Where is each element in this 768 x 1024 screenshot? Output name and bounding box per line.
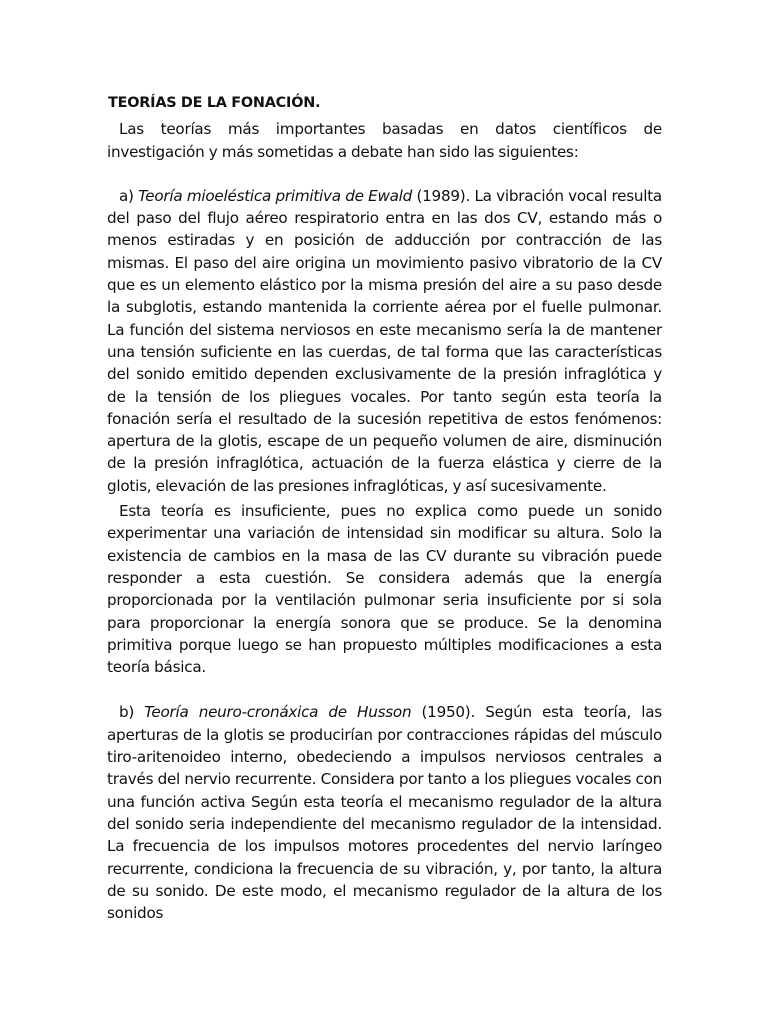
- section-a-theory-name: Teoría mioeléstica primitiva de Ewald: [138, 186, 413, 205]
- document-page: [107, 92, 662, 924]
- section-b-year: (1950).: [421, 703, 476, 722]
- section-b-marker: b): [119, 703, 135, 722]
- section-a-body: La vibración vocal resulta del paso del flujo aéreo respiratorio entra en las dos CV, estando más o menos estiradas y en posición de adducción por contracción de las mismas. El paso del aire origina un movimiento pasivo vibratorio de la CV que es un elemento elástico por la misma presión del aire a su paso desde la subglotis, estando mantenida la corriente aérea por el fuelle pulmonar. La función del sistema nerviosos en este mecanismo sería la de mantener una tensión suficiente en las cuerdas, de tal forma que las características del sonido emitido dependen exclusivamente de la presión infraglótica y de la tensión de los pliegues vocales. Por tanto según esta teoría la fonación sería el resultado de la sucesión repetitiva de estos fenómenos: apertura de la glotis, escape de un pequeño volumen de aire, disminución de la presión infraglótica, actuación de la fuerza elástica y cierre de la glotis, elevación de las presiones infraglóticas, y así sucesivamente.: [107, 186, 662, 495]
- section-b-body: Según esta teoría, las aperturas de la glotis se producirían por contracciones rápidas del músculo tiro-aritenoideo interno, obedeciendo a impulsos nerviosos centrales a través del nervio recurrente. Considera por tanto a los pliegues vocales con una función activa Según esta teoría el mecanismo regulador de la altura del sonido seria independiente del mecanismo regulador de la intensidad. La frecuencia de los impulsos motores procedentes del nervio laríngeo recurrente, condiciona la frecuencia de su vibración, y, por tanto, la altura de su sonido. De este modo, el mecanismo regulador de la altura de los sonidos: [107, 703, 662, 923]
- intro-paragraph: Las teorías más importantes basadas en datos científicos de investigación y más sometidas a debate han sido las siguientes:: [107, 120, 662, 161]
- section-b-paragraph: [107, 701, 662, 924]
- section-a-marker: a): [119, 186, 134, 205]
- section-a-year: (1989).: [416, 186, 471, 205]
- section-a-critique: Esta teoría es insuficiente, pues no explica como puede un sonido experimentar una variación de intensidad sin modificar su altura. Solo la existencia de cambios en la masa de las CV durante su vibración puede responder a esta cuestión. Se considera además que la energía proporcionada por la ventilación pulmonar seria insuficiente por si sola para proporcionar la energía sonora que se produce. Se la denomina primitiva porque luego se han propuesto múltiples modificaciones a esta teoría básica.: [107, 502, 662, 677]
- section-a-paragraph: [107, 185, 662, 497]
- document-title: TEORÍAS DE LA FONACIÓN.: [108, 95, 321, 111]
- section-b-theory-name: Teoría neuro-cronáxica de Husson: [144, 703, 412, 722]
